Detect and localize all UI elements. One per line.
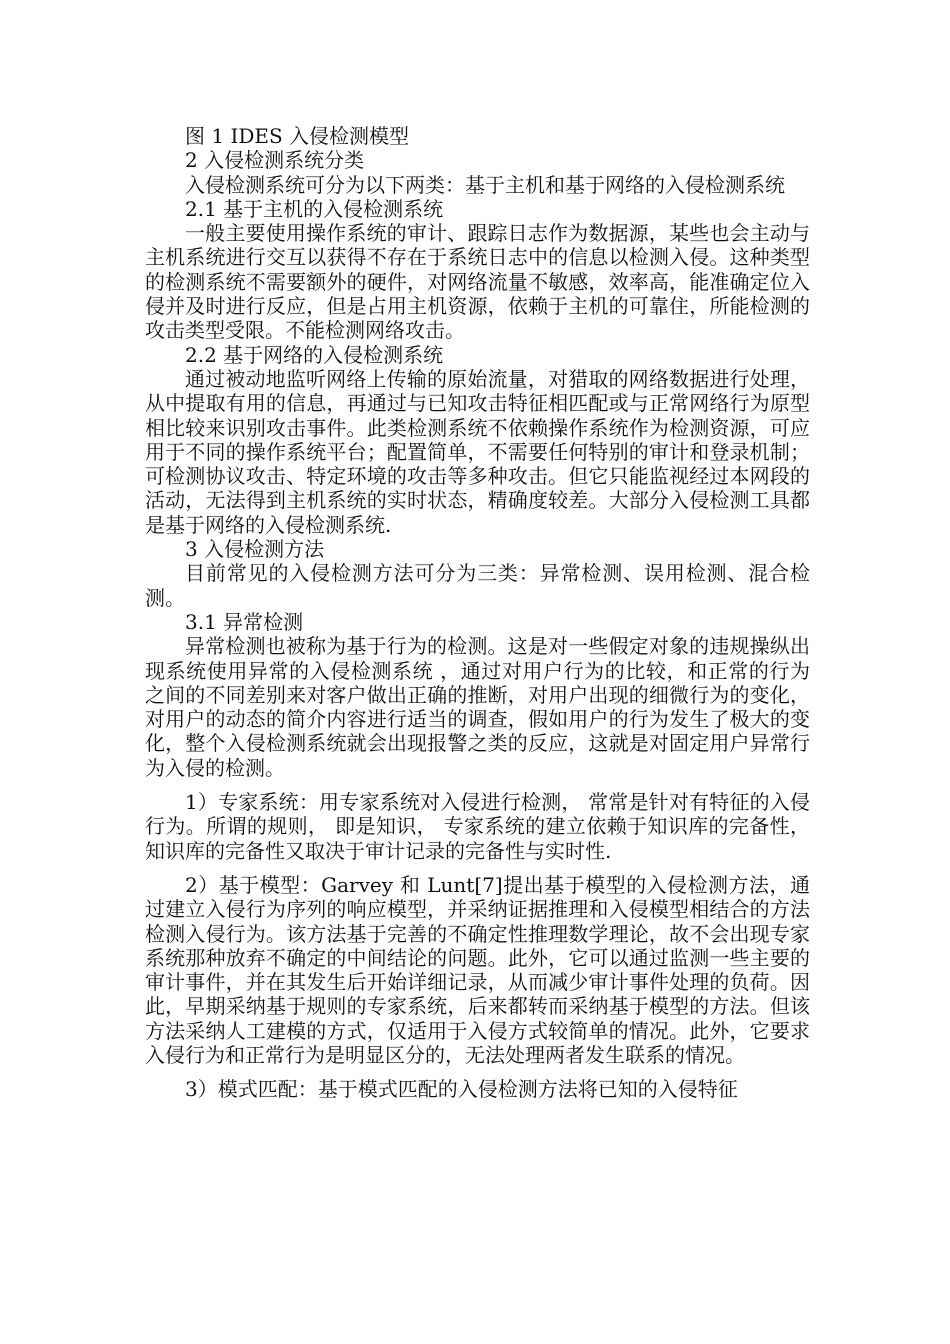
figure-caption: 图 1 IDES 入侵检测模型 <box>185 124 410 148</box>
section-3-intro: 目前常见的入侵检测方法可分为三类：异常检测、误用检测、混合检测。 <box>145 561 810 610</box>
section-2-2-body: 通过被动地监听网络上传输的原始流量，对猎取的网络数据进行处理，从中提取有用的信息，再通过与已知攻击特征相匹配或与正常网络行为原型相比较来识别攻击事件。此类检测系统不依赖操作系统作为检测资源，可应用于不同的操作系统平台；配置简单，不需要任何特别的审计和登录机制；可检测协议攻击、特定环境的攻击等多种攻击。但它只能监视经过本网段的活动，无法得到主机系统的实时状态，精确度较差。大部分入侵检测工具都是基于网络的入侵检测系统. <box>145 366 810 537</box>
section-heading-2: 2 入侵检测系统分类 <box>185 148 365 173</box>
section-2-1-body: 一般主要使用操作系统的审计、跟踪日志作为数据源，某些也会主动与主机系统进行交互以获得不存在于系统日志中的信息以检测入侵。这种类型的检测系统不需要额外的硬件，对网络流量不敏感，效率高，能准确定位入侵并及时进行反应，但是占用主机资源，依赖于主机的可靠住，所能检测的攻击类型受限。不能检测网络攻击。 <box>145 221 810 343</box>
list-item-model-based: 2）基于模型：Garvey 和 Lunt[7]提出基于模型的入侵检测方法，通过建立入侵行为序列的响应模型，并采纳证据推理和入侵模型相结合的方法检测入侵行为。该方法基于完善的不确定性推理数学理论，故不会出现专家系统那种放弃不确定的中间结论的问题。此外，它可以通过监测一些主要的审计事件，并在其发生后开始详细记录，从而减少审计事件处理的负荷。因此，早期采纳基于规则的专家系统，后来都转而采纳基于模型的方法。但该方法采纳人工建模的方式，仅适用于入侵方式较简单的情况。此外，它要求入侵行为和正常行为是明显区分的，无法处理两者发生联系的情况。 <box>145 872 810 1067</box>
section-heading-3: 3 入侵检测方法 <box>185 537 325 562</box>
document-page <box>145 124 810 1102</box>
list-item-expert-system: 1）专家系统：用专家系统对入侵进行检测， 常常是针对有特征的入侵行为。所谓的规则， 即是知识， 专家系统的建立依赖于知识库的完备性， 知识库的完备性又取决于审计记录的完备性与实时性. <box>145 790 810 863</box>
section-heading-2-1: 2.1 基于主机的入侵检测系统 <box>185 196 444 221</box>
section-heading-3-1: 3.1 异常检测 <box>185 609 304 634</box>
section-3-1-body: 异常检测也被称为基于行为的检测。这是对一些假定对象的违规操纵出现系统使用异常的入侵检测系统 ，通过对用户行为的比较，和正常的行为之间的不同差别来对客户做出正确的推断，对用户出现的细微行为的变化，对用户的动态的简介内容进行适当的调查，假如用户的行为发生了极大的变化，整个入侵检测系统就会出现报警之类的反应，这就是对固定用户异常行为入侵的检测。 <box>145 634 810 780</box>
section-2-intro: 入侵检测系统可分为以下两类：基于主机和基于网络的入侵检测系统 <box>185 172 785 197</box>
section-heading-2-2: 2.2 基于网络的入侵检测系统 <box>185 342 444 367</box>
list-item-pattern-matching: 3）模式匹配：基于模式匹配的入侵检测方法将已知的入侵特征 <box>185 1077 738 1102</box>
